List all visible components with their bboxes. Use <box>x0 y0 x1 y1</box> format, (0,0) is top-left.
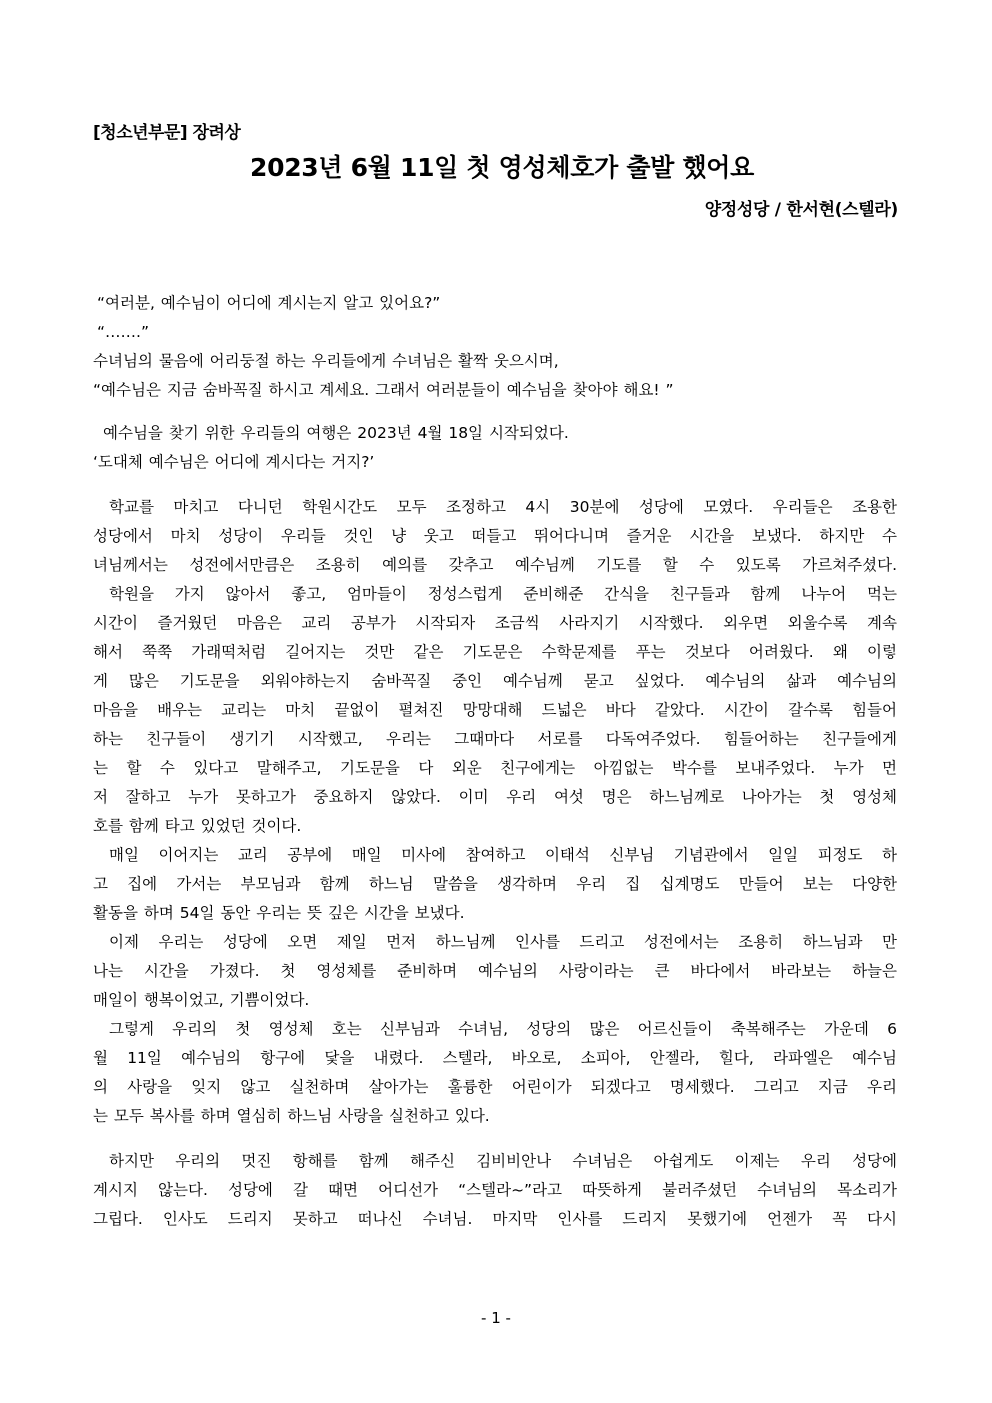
dialogue-line: “예수님은 지금 숨바꼭질 하시고 계세요. 그래서 여러분들이 예수님을 찾아야 해요! ” <box>93 381 674 399</box>
paragraph-line: 그립다. 인사도 드리지 못하고 떠나신 수녀님. 마지막 인사를 드리지 못했기에 언젠가 꼭 다시 <box>93 1210 897 1228</box>
paragraph-line: 는 할 수 있다고 말해주고, 기도문을 다 외운 친구에게는 아낌없는 박수를 보내주었다. 누가 먼 <box>93 759 897 777</box>
paragraph-line: 이제 우리는 성당에 오면 제일 먼저 하느님께 인사를 드리고 성전에서는 조용히 하느님과 만 <box>109 933 897 951</box>
paragraph-line: 고 집에 가서는 부모님과 함께 하느님 말씀을 생각하며 우리 집 십계명도 만들어 보는 다양한 <box>93 875 897 893</box>
paragraph-line: 성당에서 마치 성당이 우리들 것인 냥 웃고 떠들고 뛰어다니며 즐거운 시간을 보냈다. 하지만 수 <box>93 527 897 545</box>
paragraph-line: 활동을 하며 54일 동안 우리는 뜻 깊은 시간을 보냈다. <box>93 904 465 922</box>
paragraph-4 <box>93 928 897 1015</box>
page-number: - 1 - <box>481 1309 511 1327</box>
paragraph-line: 학교를 마치고 다니던 학원시간도 모두 조정하고 4시 30분에 성당에 모였다. 우리들은 조용한 <box>109 498 897 516</box>
paragraph-line: 계시지 않는다. 성당에 갈 때면 어디선가 “스텔라~”라고 따뜻하게 불러주셨던 수녀님의 목소리가 <box>93 1181 897 1199</box>
award-category: [청소년부문] 장려상 <box>93 123 241 143</box>
paragraph-3 <box>93 841 897 928</box>
paragraph-line: 매일 이어지는 교리 공부에 매일 미사에 참여하고 이태석 신부님 기념관에서 일일 피정도 하 <box>109 846 897 864</box>
paragraph-gap <box>93 405 897 419</box>
paragraph-gap <box>93 1131 897 1147</box>
paragraph-line: 저 잘하고 누가 못하고가 중요하지 않았다. 이미 우리 여섯 명은 하느님께로 나아가는 첫 영성체 <box>93 788 897 806</box>
paragraph-line: 월 11일 예수님의 항구에 닻을 내렸다. 스텔라, 바오로, 소피아, 안젤라, 힐다, 라파엘은 예수님 <box>93 1049 897 1067</box>
dialogue-line: “여러분, 예수님이 어디에 계시는지 알고 있어요?” <box>97 294 441 312</box>
paragraph-line: 녀님께서는 성전에서만큼은 조용히 예의를 갖추고 예수님께 기도를 할 수 있도록 가르쳐주셨다. <box>93 556 897 574</box>
essay-title: 2023년 6월 11일 첫 영성체호가 출발 했어요 <box>250 153 754 182</box>
paragraph-line: 학원을 가지 않아서 좋고, 엄마들이 정성스럽게 준비해준 간식을 친구들과 함께 나누어 먹는 <box>109 585 897 603</box>
paragraph-line: 호를 함께 타고 있었던 것이다. <box>93 817 302 835</box>
essay-body <box>93 289 897 1234</box>
dialogue-line: “…….” <box>97 323 149 341</box>
paragraph-6 <box>93 1147 897 1234</box>
paragraph-line: 게 많은 기도문을 외워야하는지 숨바꼭질 중인 예수님께 묻고 싶었다. 예수님의 삶과 예수님의 <box>93 672 897 690</box>
paragraph-gap <box>93 477 897 493</box>
paragraph-line: 그렇게 우리의 첫 영성체 호는 신부님과 수녀님, 성당의 많은 어르신들이 축복해주는 가운데 6 <box>109 1020 897 1038</box>
paragraph-5 <box>93 1015 897 1131</box>
paragraph-line: 마음을 배우는 교리는 마치 끝없이 펼쳐진 망망대해 드넓은 바다 같았다. 시간이 갈수록 힘들어 <box>93 701 897 719</box>
paragraph-line: 의 사랑을 잊지 않고 실천하며 살아가는 훌륭한 어린이가 되겠다고 명세했다. 그리고 지금 우리 <box>93 1078 897 1096</box>
paragraph-line: 매일이 행복이었고, 기쁨이었다. <box>93 991 310 1009</box>
paragraph-line: 나는 시간을 가졌다. 첫 영성체를 준비하며 예수님의 사랑이라는 큰 바다에서 바라보는 하늘은 <box>93 962 897 980</box>
paragraph-line: 하지만 우리의 멋진 항해를 함께 해주신 김비비안나 수녀님은 아쉽게도 이제는 우리 성당에 <box>109 1152 897 1170</box>
journey-line: ‘도대체 예수님은 어디에 계시다는 거지?’ <box>93 453 375 471</box>
author-byline: 양정성당 / 한서현(스텔라) <box>704 200 898 220</box>
paragraph-1 <box>93 493 897 580</box>
opening-dialogue <box>93 289 897 405</box>
journey-line: 예수님을 찾기 위한 우리들의 여행은 2023년 4월 18일 시작되었다. <box>103 424 569 442</box>
paragraph-2 <box>93 580 897 841</box>
paragraph-line: 해서 쭉쭉 가래떡처럼 길어지는 것만 같은 기도문은 수학문제를 푸는 것보다 어려웠다. 왜 이렇 <box>93 643 897 661</box>
journey-intro <box>93 419 897 477</box>
dialogue-line: 수녀님의 물음에 어리둥절 하는 우리들에게 수녀님은 활짝 웃으시며, <box>93 352 559 370</box>
paragraph-line: 는 모두 복사를 하며 열심히 하느님 사랑을 실천하고 있다. <box>93 1107 490 1125</box>
paragraph-line: 시간이 즐거웠던 마음은 교리 공부가 시작되자 조금씩 사라지기 시작했다. 외우면 외울수록 계속 <box>93 614 897 632</box>
paragraph-line: 하는 친구들이 생기기 시작했고, 우리는 그때마다 서로를 다독여주었다. 힘들어하는 친구들에게 <box>93 730 897 748</box>
